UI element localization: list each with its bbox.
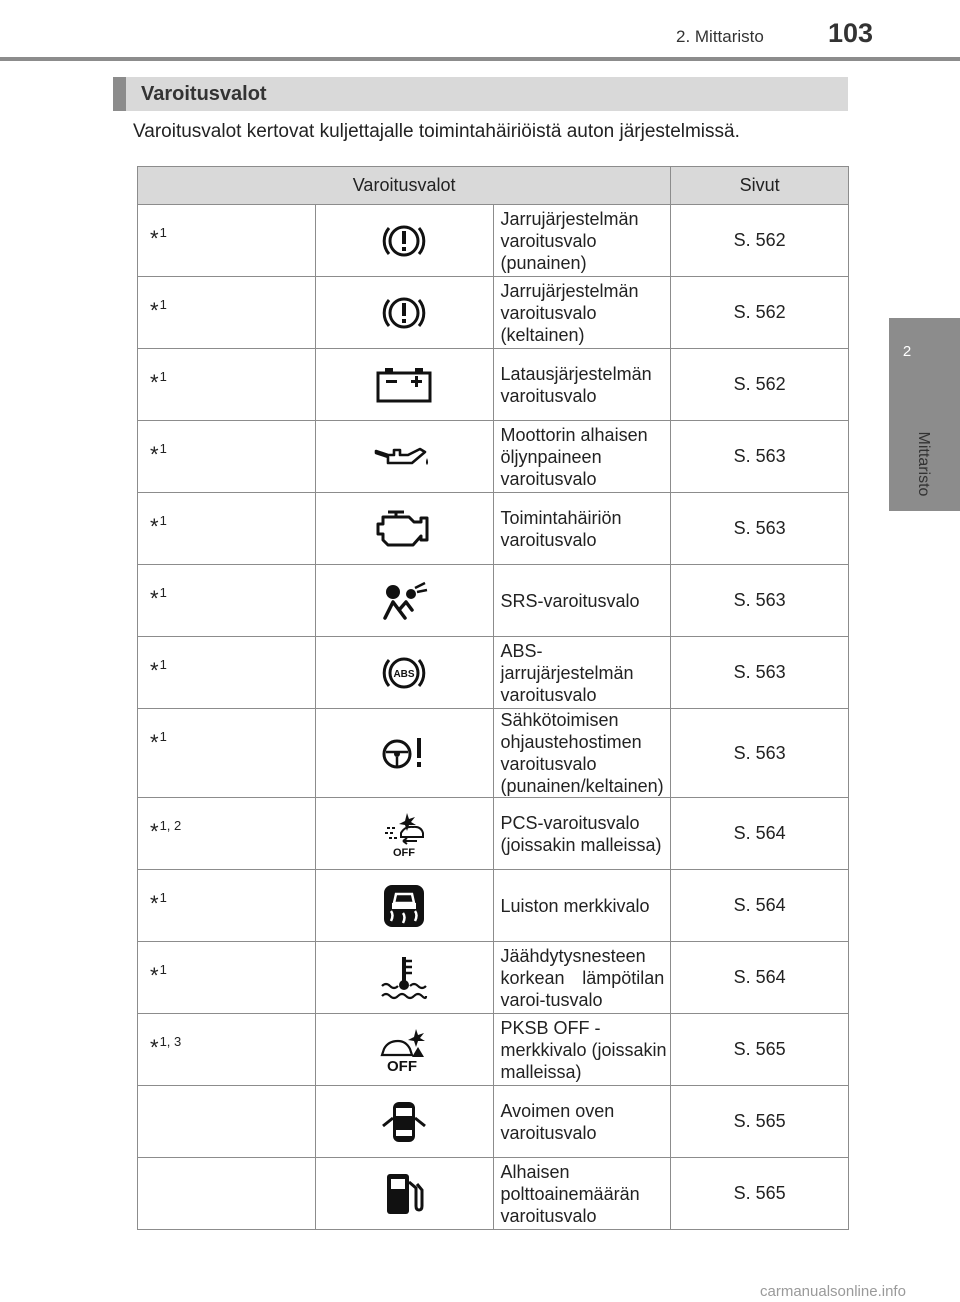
footnote-mark: *1 [138, 493, 316, 565]
row-description: Latausjärjestelmän varoitusvalo [493, 349, 671, 421]
svg-text:OFF: OFF [393, 846, 416, 857]
header-rule [0, 57, 960, 61]
warning-lights-table [137, 166, 849, 1230]
watermark: carmanualsonline.info [760, 1283, 906, 1300]
page-reference[interactable]: S. 564 [671, 798, 849, 870]
table-row [138, 798, 849, 870]
footnote-mark: *1 [138, 349, 316, 421]
brake-warning-icon [315, 205, 493, 277]
row-description: Jarrujärjestelmän varoitusvalo (punainen) [493, 205, 671, 277]
footnote-mark: *1 [138, 565, 316, 637]
row-description: SRS-varoitusvalo [493, 565, 671, 637]
table-row [138, 277, 849, 349]
power-steering-icon [315, 709, 493, 798]
table-row [138, 565, 849, 637]
row-description: Sähkötoimisen ohjaustehostimen varoitusvalo (punainen/keltainen) [493, 709, 671, 798]
footnote-mark [138, 1158, 316, 1230]
page-reference[interactable]: S. 564 [671, 942, 849, 1014]
section-heading [113, 77, 848, 111]
section-heading-text: Varoitusvalot [141, 83, 267, 105]
page-number: 103 [828, 18, 874, 48]
footnote-mark: *1 [138, 709, 316, 798]
engine-icon [315, 493, 493, 565]
footnote-mark: *1 [138, 205, 316, 277]
intro-paragraph: Varoitusvalot kertovat kuljettajalle toimintahäiriöistä auton järjestelmissä. [133, 121, 740, 142]
page-reference[interactable]: S. 562 [671, 349, 849, 421]
table-row [138, 1158, 849, 1230]
table-row [138, 870, 849, 942]
battery-icon [315, 349, 493, 421]
page-reference[interactable]: S. 563 [671, 565, 849, 637]
page-reference[interactable]: S. 565 [671, 1158, 849, 1230]
svg-text:ABS: ABS [393, 668, 415, 680]
chapter-tab-label: Mittaristo [915, 431, 932, 497]
footnote-mark: *1, 3 [138, 1014, 316, 1086]
page-reference[interactable]: S. 563 [671, 493, 849, 565]
row-description: PCS-varoitusvalo (joissakin malleissa) [493, 798, 671, 870]
table-row [138, 637, 849, 709]
header-lights: Varoitusvalot [138, 167, 671, 205]
slip-indicator-icon [315, 870, 493, 942]
row-description: Jäähdytysnesteen korkean lämpötilan varoi-tusvalo [493, 942, 671, 1014]
row-description: Toimintahäiriön varoitusvalo [493, 493, 671, 565]
svg-text:OFF: OFF [387, 1057, 418, 1073]
page-reference[interactable]: S. 562 [671, 277, 849, 349]
row-description: Moottorin alhaisen öljynpaineen varoitusvalo [493, 421, 671, 493]
abs-icon [315, 637, 493, 709]
page-reference[interactable]: S. 563 [671, 637, 849, 709]
row-description: PKSB OFF -merkkivalo (joissakin malleissa) [493, 1014, 671, 1086]
footnote-mark [138, 1086, 316, 1158]
table-row [138, 709, 849, 798]
fuel-icon [315, 1158, 493, 1230]
table-row [138, 421, 849, 493]
footnote-mark: *1 [138, 870, 316, 942]
table-row [138, 1014, 849, 1086]
pksb-off-icon [315, 1014, 493, 1086]
row-description: Jarrujärjestelmän varoitusvalo (keltainen) [493, 277, 671, 349]
row-description: ABS-jarrujärjestelmän varoitusvalo [493, 637, 671, 709]
page-reference[interactable]: S. 565 [671, 1086, 849, 1158]
footnote-mark: *1 [138, 421, 316, 493]
row-description: Alhaisen polttoainemäärän varoitusvalo [493, 1158, 671, 1230]
table-header-row [138, 167, 849, 205]
table-row [138, 942, 849, 1014]
page-reference[interactable]: S. 562 [671, 205, 849, 277]
airbag-icon [315, 565, 493, 637]
page-reference[interactable]: S. 565 [671, 1014, 849, 1086]
page-reference[interactable]: S. 563 [671, 709, 849, 798]
table-row [138, 349, 849, 421]
footnote-mark: *1 [138, 942, 316, 1014]
footnote-mark: *1 [138, 637, 316, 709]
page-reference[interactable]: S. 563 [671, 421, 849, 493]
chapter-tab-number: 2 [902, 343, 912, 360]
footnote-mark: *1, 2 [138, 798, 316, 870]
table-row [138, 493, 849, 565]
footnote-mark: *1 [138, 277, 316, 349]
pcs-off-icon [315, 798, 493, 870]
row-description: Luiston merkkivalo [493, 870, 671, 942]
open-door-icon [315, 1086, 493, 1158]
brake-warning-icon [315, 277, 493, 349]
oil-pressure-icon [315, 421, 493, 493]
page-reference[interactable]: S. 564 [671, 870, 849, 942]
header-pages: Sivut [671, 167, 849, 205]
running-header: 2. Mittaristo [676, 27, 764, 46]
table-row [138, 205, 849, 277]
table-row [138, 1086, 849, 1158]
row-description: Avoimen oven varoitusvalo [493, 1086, 671, 1158]
coolant-temp-icon [315, 942, 493, 1014]
